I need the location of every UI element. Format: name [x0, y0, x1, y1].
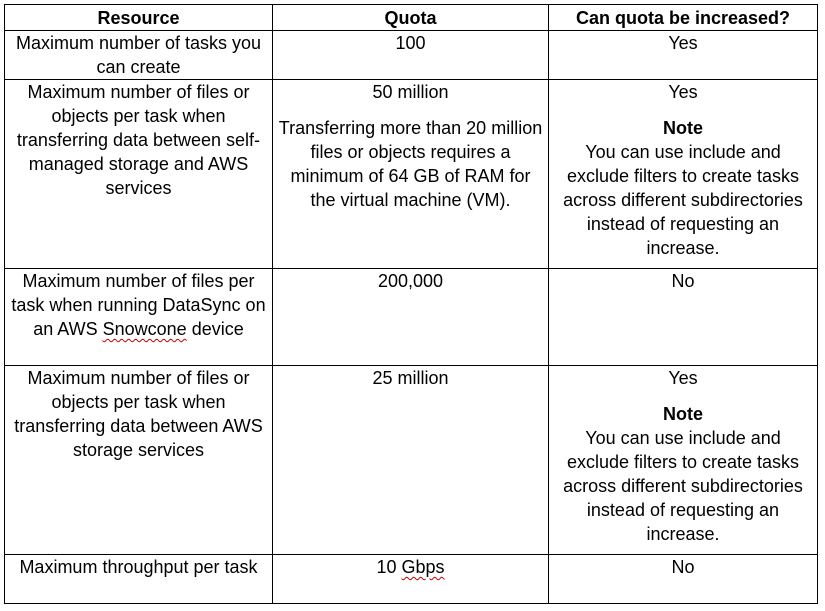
resource-cell	[5, 555, 273, 604]
resource-text: Maximum throughput per task	[19, 557, 258, 577]
increase-cell	[549, 31, 818, 80]
quota-cell	[273, 269, 549, 366]
quota-cell	[273, 555, 549, 604]
quota-value: 200,000	[377, 271, 444, 291]
table-header-row	[5, 5, 818, 31]
resource-text	[9, 269, 268, 341]
increase-value: Yes	[668, 82, 698, 102]
resource-text-pre: Maximum number of files per task when running DataSync on an AWS	[11, 271, 266, 339]
increase-value: No	[671, 557, 695, 577]
resource-text: Maximum number of files or objects per task when transferring data between self-managed storage and AWS services	[16, 82, 261, 198]
header-resource: Resource	[5, 5, 273, 31]
increase-cell	[549, 555, 818, 604]
table-row	[5, 555, 818, 604]
note-text: You can use include and exclude filters to create tasks across different subdirectories instead of requesting an increase.	[563, 428, 803, 544]
increase-value: Yes	[668, 368, 698, 388]
table-row	[5, 80, 818, 269]
header-can-increase: Can quota be increased?	[549, 5, 818, 31]
table-row	[5, 366, 818, 555]
resource-cell	[5, 80, 273, 269]
quota-value-spellcheck: Gbps	[401, 557, 445, 577]
resource-text-spellcheck: Snowcone	[102, 319, 187, 339]
quota-value: 50 million	[372, 82, 449, 102]
increase-cell	[549, 80, 818, 269]
note-title: Note	[663, 118, 703, 138]
resource-cell	[5, 31, 273, 80]
quota-value: 100	[395, 33, 426, 53]
header-quota: Quota	[273, 5, 549, 31]
table-row	[5, 31, 818, 80]
resource-text: Maximum number of files or objects per task when transferring data between AWS storage services	[14, 368, 263, 460]
resource-cell	[5, 366, 273, 555]
increase-value: No	[671, 271, 695, 291]
quota-value: 25 million	[372, 368, 449, 388]
quota-note-text: Transferring more than 20 million files or objects requires a minimum of 64 GB of RAM for the virtual machine (VM).	[278, 118, 543, 210]
quota-cell	[273, 366, 549, 555]
resource-text: Maximum number of tasks you can create	[15, 33, 262, 77]
resource-cell	[5, 269, 273, 366]
increase-value: Yes	[668, 33, 698, 53]
quotas-table	[4, 4, 818, 604]
increase-cell	[549, 366, 818, 555]
note-text: You can use include and exclude filters to create tasks across different subdirectories instead of requesting an increase.	[563, 142, 803, 258]
resource-text-post: device	[186, 319, 244, 339]
quota-cell	[273, 31, 549, 80]
quota-value	[277, 555, 544, 579]
quota-cell	[273, 80, 549, 269]
note-title: Note	[663, 404, 703, 424]
quota-value-pre: 10	[376, 557, 402, 577]
increase-cell	[549, 269, 818, 366]
table-row	[5, 269, 818, 366]
